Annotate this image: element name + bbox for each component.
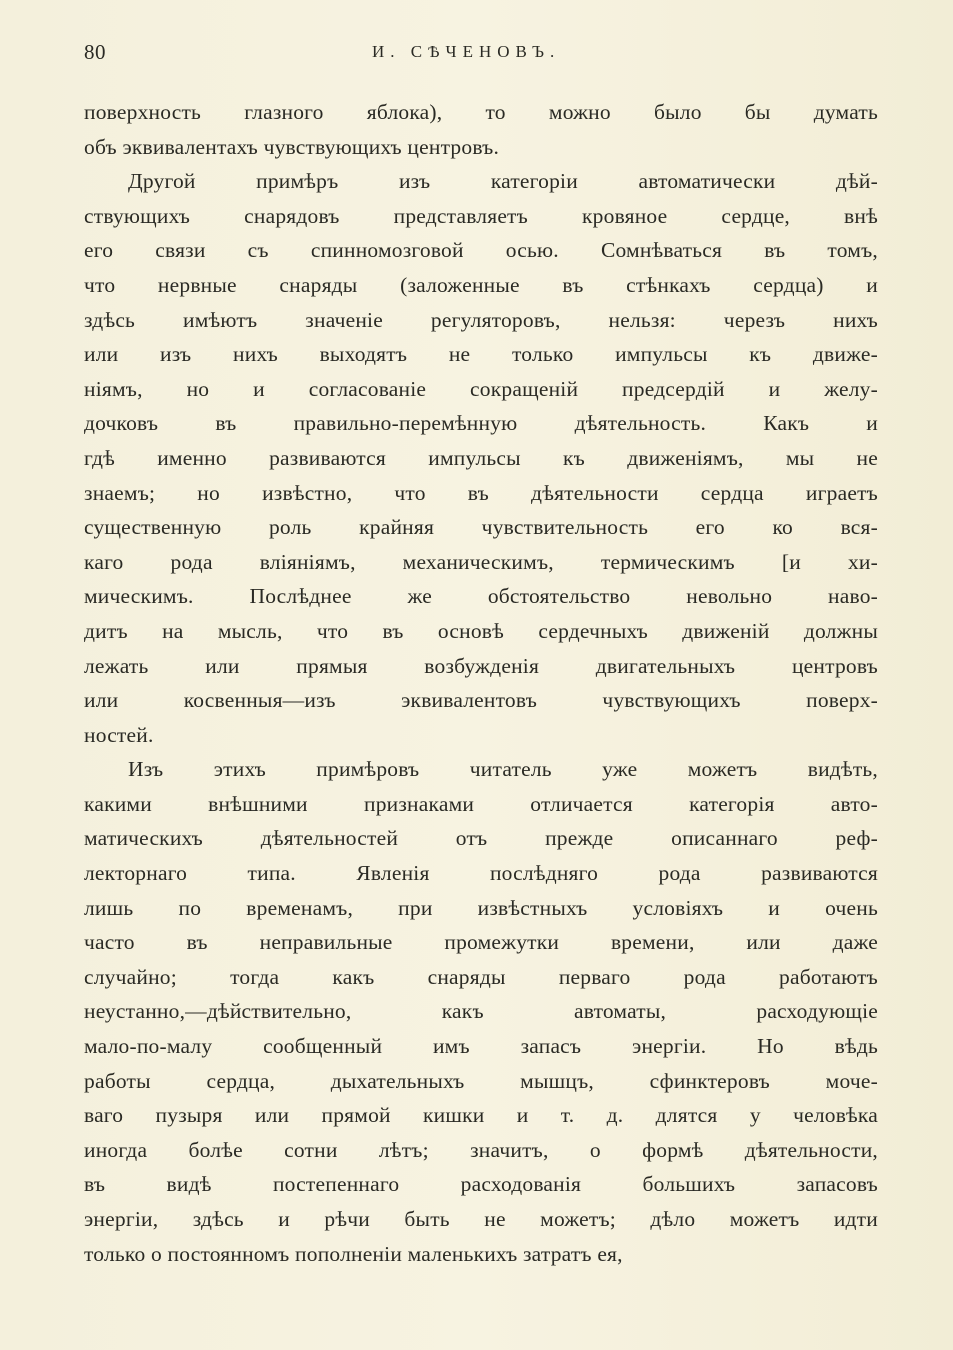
text-line: неустанно,—дѣйствительно, какъ автоматы, расходующіе bbox=[84, 999, 878, 1024]
text-line: или изъ нихъ выходятъ не только импульсы къ движе- bbox=[84, 342, 878, 367]
page-number: 80 bbox=[84, 40, 106, 64]
text-line: каго рода вліяніямъ, механическимъ, термическимъ [и хи- bbox=[84, 549, 878, 574]
running-head: И. СѢЧЕНОВЪ. bbox=[372, 42, 561, 61]
text-line: лежать или прямыя возбужденія двигательныхъ центровъ bbox=[84, 653, 878, 678]
text-line: что нервные снаряды (заложенные въ стѣнкахъ сердца) и bbox=[84, 272, 878, 297]
text-line: гдѣ именно развиваются импульсы къ движеніямъ, мы не bbox=[84, 445, 878, 470]
text-line: лишь по временамъ, при извѣстныхъ условіяхъ и очень bbox=[84, 895, 878, 920]
text-line: мало-по-малу сообщенный имъ запасъ энергіи. Но вѣдь bbox=[84, 1034, 878, 1059]
body-text bbox=[84, 95, 878, 1271]
text-line: знаемъ; но извѣстно, что въ дѣятельности сердца играетъ bbox=[84, 480, 878, 505]
page-header bbox=[84, 40, 878, 70]
text-line: поверхность глазного яблока), то можно было бы думать bbox=[84, 100, 878, 124]
text-line: или косвенныя—изъ эквивалентовъ чувствующихъ поверх- bbox=[84, 688, 878, 713]
text-line: лекторнаго типа. Явленія послѣдняго рода развиваются bbox=[84, 861, 878, 886]
text-line: энергіи, здѣсь и рѣчи быть не можетъ; дѣло можетъ идти bbox=[84, 1207, 878, 1231]
text-line: какими внѣшними признаками отличается категорія авто- bbox=[84, 791, 878, 816]
text-line: только о постоянномъ пополненіи маленькихъ затратъ ея, bbox=[84, 1241, 623, 1266]
text-line: здѣсь имѣютъ значеніе регуляторовъ, нельзя: черезъ нихъ bbox=[84, 307, 878, 332]
text-line: его связи съ спинномозговой осью. Сомнѣваться въ томъ, bbox=[84, 238, 878, 263]
text-line: матическихъ дѣятельностей отъ прежде описаннаго реф- bbox=[84, 826, 878, 851]
text-line: въ видѣ постепеннаго расходованія большихъ запасовъ bbox=[84, 1172, 878, 1197]
text-line: Другой примѣръ изъ категоріи автоматически дѣй- bbox=[128, 169, 878, 194]
paragraph bbox=[84, 164, 878, 752]
text-line: мическимъ. Послѣднее же обстоятельство невольно наво- bbox=[84, 584, 878, 609]
text-line: иногда болѣе сотни лѣтъ; значитъ, о формѣ дѣятельности, bbox=[84, 1137, 878, 1162]
text-line: существенную роль крайняя чувствительность его ко вся- bbox=[84, 515, 878, 540]
text-line: работы сердца, дыхательныхъ мышцъ, сфинктеровъ моче- bbox=[84, 1068, 878, 1093]
paragraph bbox=[84, 752, 878, 1271]
text-line: Изъ этихъ примѣровъ читатель уже можетъ видѣть, bbox=[128, 757, 878, 782]
text-line: ніямъ, но и согласованіе сокращеній предсердій и желу- bbox=[84, 376, 878, 401]
text-line: дочковъ въ правильно-перемѣнную дѣятельность. Какъ и bbox=[84, 411, 878, 436]
paragraph bbox=[84, 95, 878, 164]
text-line: дитъ на мысль, что въ основѣ сердечныхъ движеній должны bbox=[84, 618, 878, 643]
text-line: объ эквивалентахъ чувствующихъ центровъ. bbox=[84, 134, 500, 159]
text-line: ностей. bbox=[84, 722, 154, 747]
text-line: случайно; тогда какъ снаряды перваго рода работаютъ bbox=[84, 964, 878, 989]
text-line: часто въ неправильные промежутки времени, или даже bbox=[84, 930, 878, 955]
text-line: ствующихъ снарядовъ представляетъ кровяное сердце, внѣ bbox=[84, 203, 878, 228]
text-line: ваго пузыря или прямой кишки и т. д. длятся у человѣка bbox=[84, 1103, 878, 1128]
